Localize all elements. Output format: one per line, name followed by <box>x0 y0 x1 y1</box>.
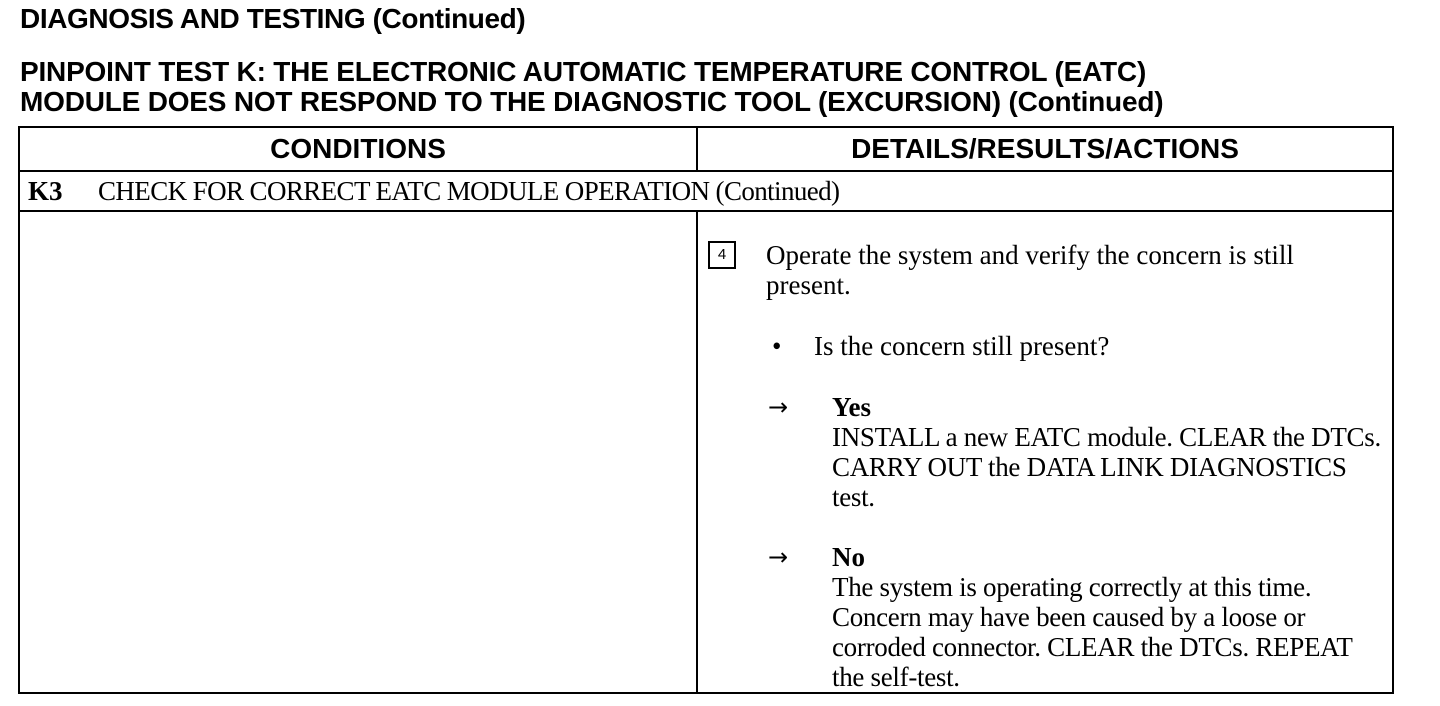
action-instruction: Operate the system and verify the concern is still present. <box>766 240 1294 300</box>
step-label: CHECK FOR CORRECT EATC MODULE OPERATION (Continued) <box>98 176 840 206</box>
step-row <box>28 172 839 210</box>
step-id: K3 <box>28 176 63 206</box>
pinpoint-test-table <box>18 126 1394 694</box>
question-text: Is the concern still present? <box>814 331 1110 361</box>
details-cell <box>698 212 1392 692</box>
conditions-header: CONDITIONS <box>270 133 446 164</box>
arrow-right-icon: → <box>768 543 789 571</box>
answer-no-label: No <box>832 542 865 572</box>
answer-no-text: The system is operating correctly at this time. Concern may have been caused by a loose or corroded connector. CLEAR the DTCs. REPEAT the self-test. <box>832 572 1353 692</box>
pinpoint-test-title-line-1: PINPOINT TEST K: THE ELECTRONIC AUTOMATIC TEMPERATURE CONTROL (EATC) <box>20 56 1147 87</box>
answer-yes <box>832 392 1387 512</box>
section-title: DIAGNOSIS AND TESTING (Continued) <box>20 3 526 34</box>
answer-yes-text: INSTALL a new EATC module. CLEAR the DTCs. CARRY OUT the DATA LINK DIAGNOSTICS test. <box>832 422 1381 512</box>
pinpoint-test-title <box>20 57 1163 117</box>
action-number-box: 4 <box>708 241 736 269</box>
pinpoint-test-title-line-2: MODULE DOES NOT RESPOND TO THE DIAGNOSTIC TOOL (EXCURSION) (Continued) <box>20 86 1164 117</box>
arrow-right-icon: → <box>768 393 789 421</box>
bullet-icon: • <box>772 331 782 361</box>
answer-no <box>832 542 1387 692</box>
answer-yes-label: Yes <box>832 392 871 422</box>
details-results-actions-header: DETAILS/RESULTS/ACTIONS <box>851 133 1239 164</box>
